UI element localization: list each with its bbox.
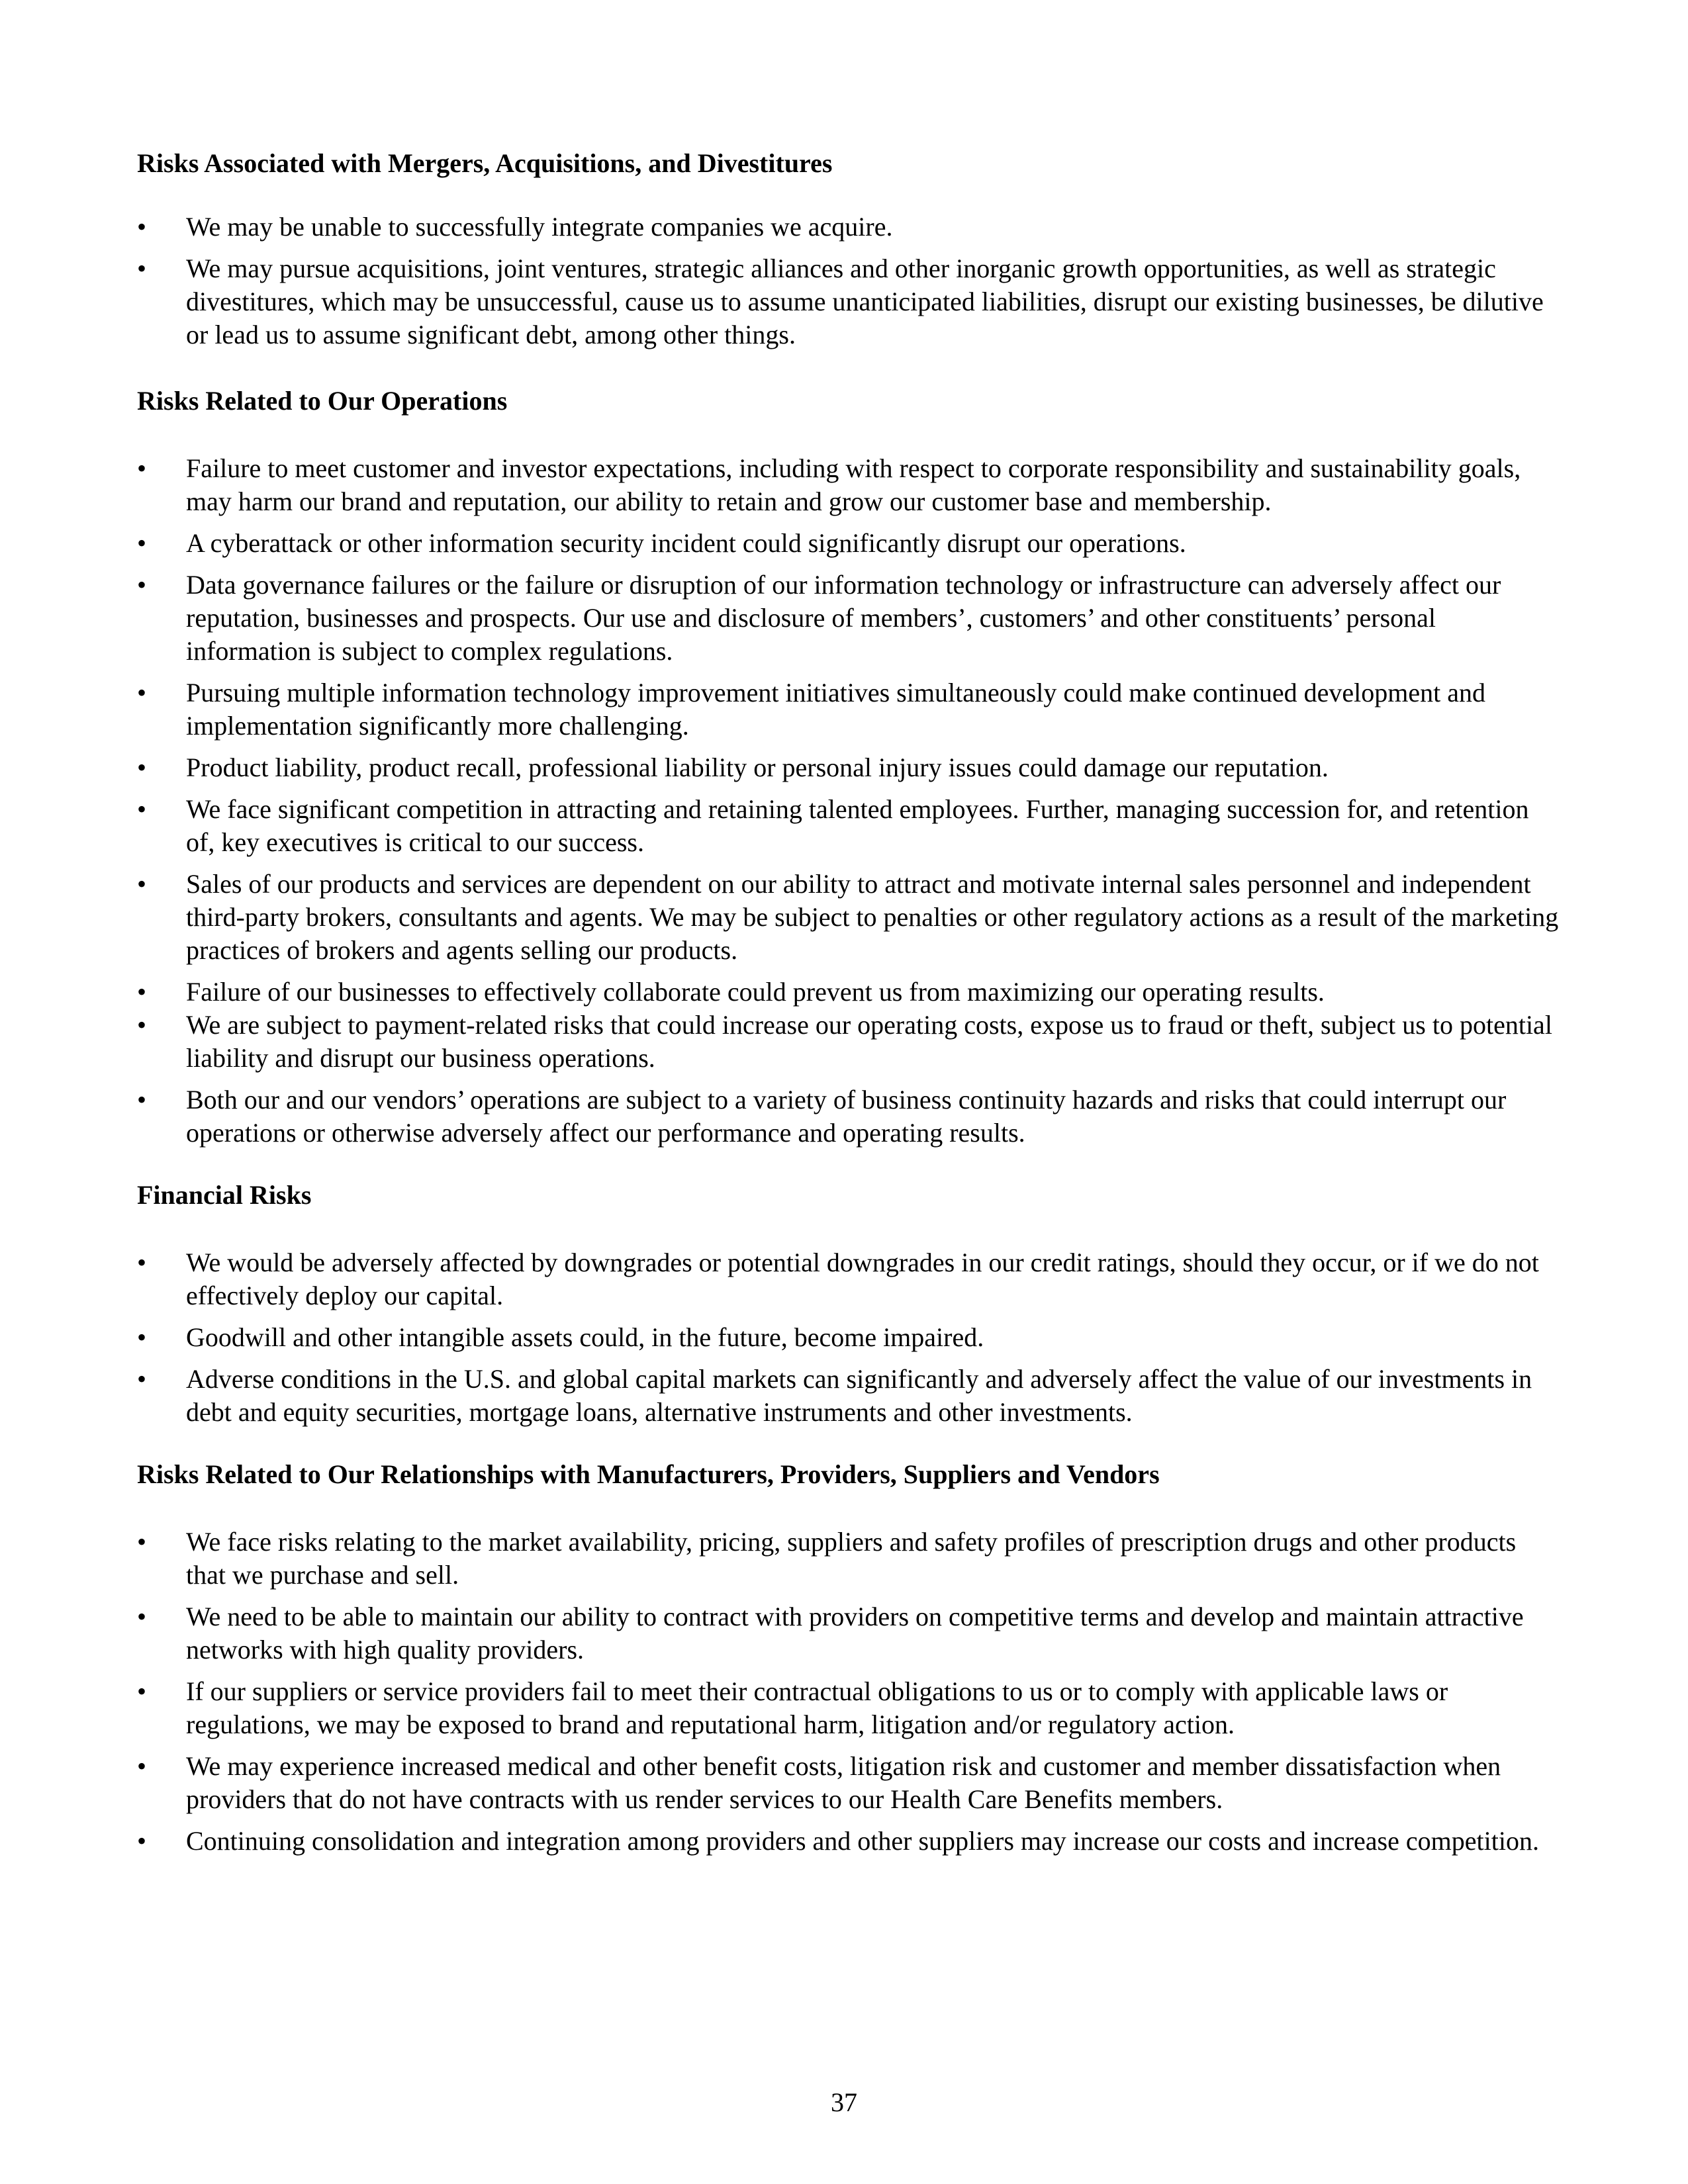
list-item bbox=[137, 252, 1560, 351]
bullet-icon: • bbox=[137, 977, 147, 1007]
section-heading: Risks Related to Our Relationships with Manufacturers, Providers, Suppliers and Vendors bbox=[137, 1459, 1160, 1489]
list-item bbox=[137, 976, 1560, 1009]
section-financial-risks bbox=[137, 1179, 1560, 1429]
bullet-icon: • bbox=[137, 253, 147, 283]
list-item-text: Sales of our products and services are dependent on our ability to attract and motivate internal sales personnel and independent third-party brokers, consultants and agents. We may be subject to penalties or other regulatory actions as a result of the marketing practices of brokers and agents selling our products. bbox=[186, 869, 1559, 965]
list-item bbox=[137, 868, 1560, 967]
list-item bbox=[137, 1600, 1560, 1666]
list-item bbox=[137, 1825, 1560, 1858]
list-item-text: We may experience increased medical and other benefit costs, litigation risk and customer and member dissatisfaction when providers that do not have contracts with us render services to our Health Care Benefits members. bbox=[186, 1751, 1501, 1814]
list-item-text: We may be unable to successfully integrate companies we acquire. bbox=[186, 212, 893, 242]
bullet-icon: • bbox=[137, 528, 147, 558]
bullet-icon: • bbox=[137, 678, 147, 707]
list-item-text: Both our and our vendors’ operations are subject to a variety of business continuity hazards and risks that could interrupt our operations or otherwise adversely affect our performance and operating results. bbox=[186, 1085, 1507, 1148]
list-item bbox=[137, 793, 1560, 859]
bullet-icon: • bbox=[137, 1248, 147, 1277]
list-item-text: Failure of our businesses to effectively collaborate could prevent us from maximizing our operating results. bbox=[186, 977, 1325, 1007]
section-relationships bbox=[137, 1458, 1560, 1858]
bullet-list bbox=[137, 1525, 1560, 1858]
list-item-text: Product liability, product recall, professional liability or personal injury issues could damage our reputation. bbox=[186, 752, 1329, 782]
bullet-icon: • bbox=[137, 212, 147, 242]
document-body bbox=[137, 147, 1560, 1866]
list-item bbox=[137, 1321, 1560, 1354]
list-item-text: Goodwill and other intangible assets could, in the future, become impaired. bbox=[186, 1322, 984, 1352]
bullet-icon: • bbox=[137, 869, 147, 899]
list-item bbox=[137, 751, 1560, 784]
list-item-text: Adverse conditions in the U.S. and global capital markets can significantly and adversely affect the value of our investments in debt and equity securities, mortgage loans, alternative instruments and other investments. bbox=[186, 1364, 1532, 1427]
list-item bbox=[137, 452, 1560, 518]
bullet-icon: • bbox=[137, 1322, 147, 1352]
page-number: 37 bbox=[831, 2087, 857, 2117]
list-item bbox=[137, 1525, 1560, 1592]
section-mergers-acquisitions bbox=[137, 147, 1560, 351]
list-item-text: We face significant competition in attracting and retaining talented employees. Further, managing succession for, and retention of, key executives is critical to our success. bbox=[186, 794, 1529, 857]
bullet-icon: • bbox=[137, 1826, 147, 1856]
list-item-text: We need to be able to maintain our ability to contract with providers on competitive terms and develop and maintain attractive networks with high quality providers. bbox=[186, 1602, 1524, 1664]
bullet-icon: • bbox=[137, 794, 147, 824]
list-item bbox=[137, 1246, 1560, 1312]
list-item-text: We are subject to payment-related risks that could increase our operating costs, expose us to fraud or theft, subject us to potential liability and disrupt our business operations. bbox=[186, 1010, 1552, 1073]
list-item-text: Failure to meet customer and investor expectations, including with respect to corporate responsibility and sustainability goals, may harm our brand and reputation, our ability to retain and grow our customer base and membership. bbox=[186, 453, 1521, 516]
list-item-text: Continuing consolidation and integration among providers and other suppliers may increase our costs and increase competition. bbox=[186, 1826, 1539, 1856]
section-heading: Risks Related to Our Operations bbox=[137, 386, 508, 416]
list-item bbox=[137, 1083, 1560, 1150]
bullet-icon: • bbox=[137, 1751, 147, 1781]
bullet-icon: • bbox=[137, 570, 147, 600]
list-item-text: We may pursue acquisitions, joint ventures, strategic alliances and other inorganic growth opportunities, as well as strategic divestitures, which may be unsuccessful, cause us to assume unanticipated liabilities, disrupt our existing businesses, be dilutive or lead us to assume significant debt, among other things. bbox=[186, 253, 1544, 349]
bullet-list bbox=[137, 1246, 1560, 1429]
bullet-icon: • bbox=[137, 752, 147, 782]
bullet-icon: • bbox=[137, 1010, 147, 1040]
list-item bbox=[137, 569, 1560, 668]
bullet-list bbox=[137, 210, 1560, 351]
bullet-icon: • bbox=[137, 1364, 147, 1394]
list-item bbox=[137, 1675, 1560, 1741]
list-item bbox=[137, 1750, 1560, 1816]
bullet-icon: • bbox=[137, 1602, 147, 1631]
list-item-text: We would be adversely affected by downgrades or potential downgrades in our credit ratings, should they occur, or if we do not effectively deploy our capital. bbox=[186, 1248, 1539, 1310]
list-item-text: We face risks relating to the market availability, pricing, suppliers and safety profiles of prescription drugs and other products that we purchase and sell. bbox=[186, 1527, 1517, 1590]
bullet-icon: • bbox=[137, 1676, 147, 1706]
list-item-text: If our suppliers or service providers fail to meet their contractual obligations to us or to comply with applicable laws or regulations, we may be exposed to brand and reputational harm, litigation and/or regulatory action. bbox=[186, 1676, 1448, 1739]
list-item-text: A cyberattack or other information security incident could significantly disrupt our operations. bbox=[186, 528, 1186, 558]
bullet-icon: • bbox=[137, 453, 147, 483]
section-heading: Risks Associated with Mergers, Acquisitions, and Divestitures bbox=[137, 148, 833, 178]
bullet-icon: • bbox=[137, 1085, 147, 1115]
section-heading: Financial Risks bbox=[137, 1180, 312, 1210]
section-operations bbox=[137, 385, 1560, 1150]
list-item bbox=[137, 527, 1560, 560]
list-item bbox=[137, 210, 1560, 244]
bullet-list bbox=[137, 452, 1560, 1150]
list-item-text: Data governance failures or the failure or disruption of our information technology or infrastructure can adversely affect our reputation, businesses and prospects. Our use and disclosure of members’, customers’ and other constituents’ personal information is subject to complex regulations. bbox=[186, 570, 1501, 666]
list-item bbox=[137, 1363, 1560, 1429]
list-item bbox=[137, 1009, 1560, 1075]
bullet-icon: • bbox=[137, 1527, 147, 1557]
list-item bbox=[137, 676, 1560, 743]
list-item-text: Pursuing multiple information technology improvement initiatives simultaneously could make continued development and implementation significantly more challenging. bbox=[186, 678, 1485, 741]
